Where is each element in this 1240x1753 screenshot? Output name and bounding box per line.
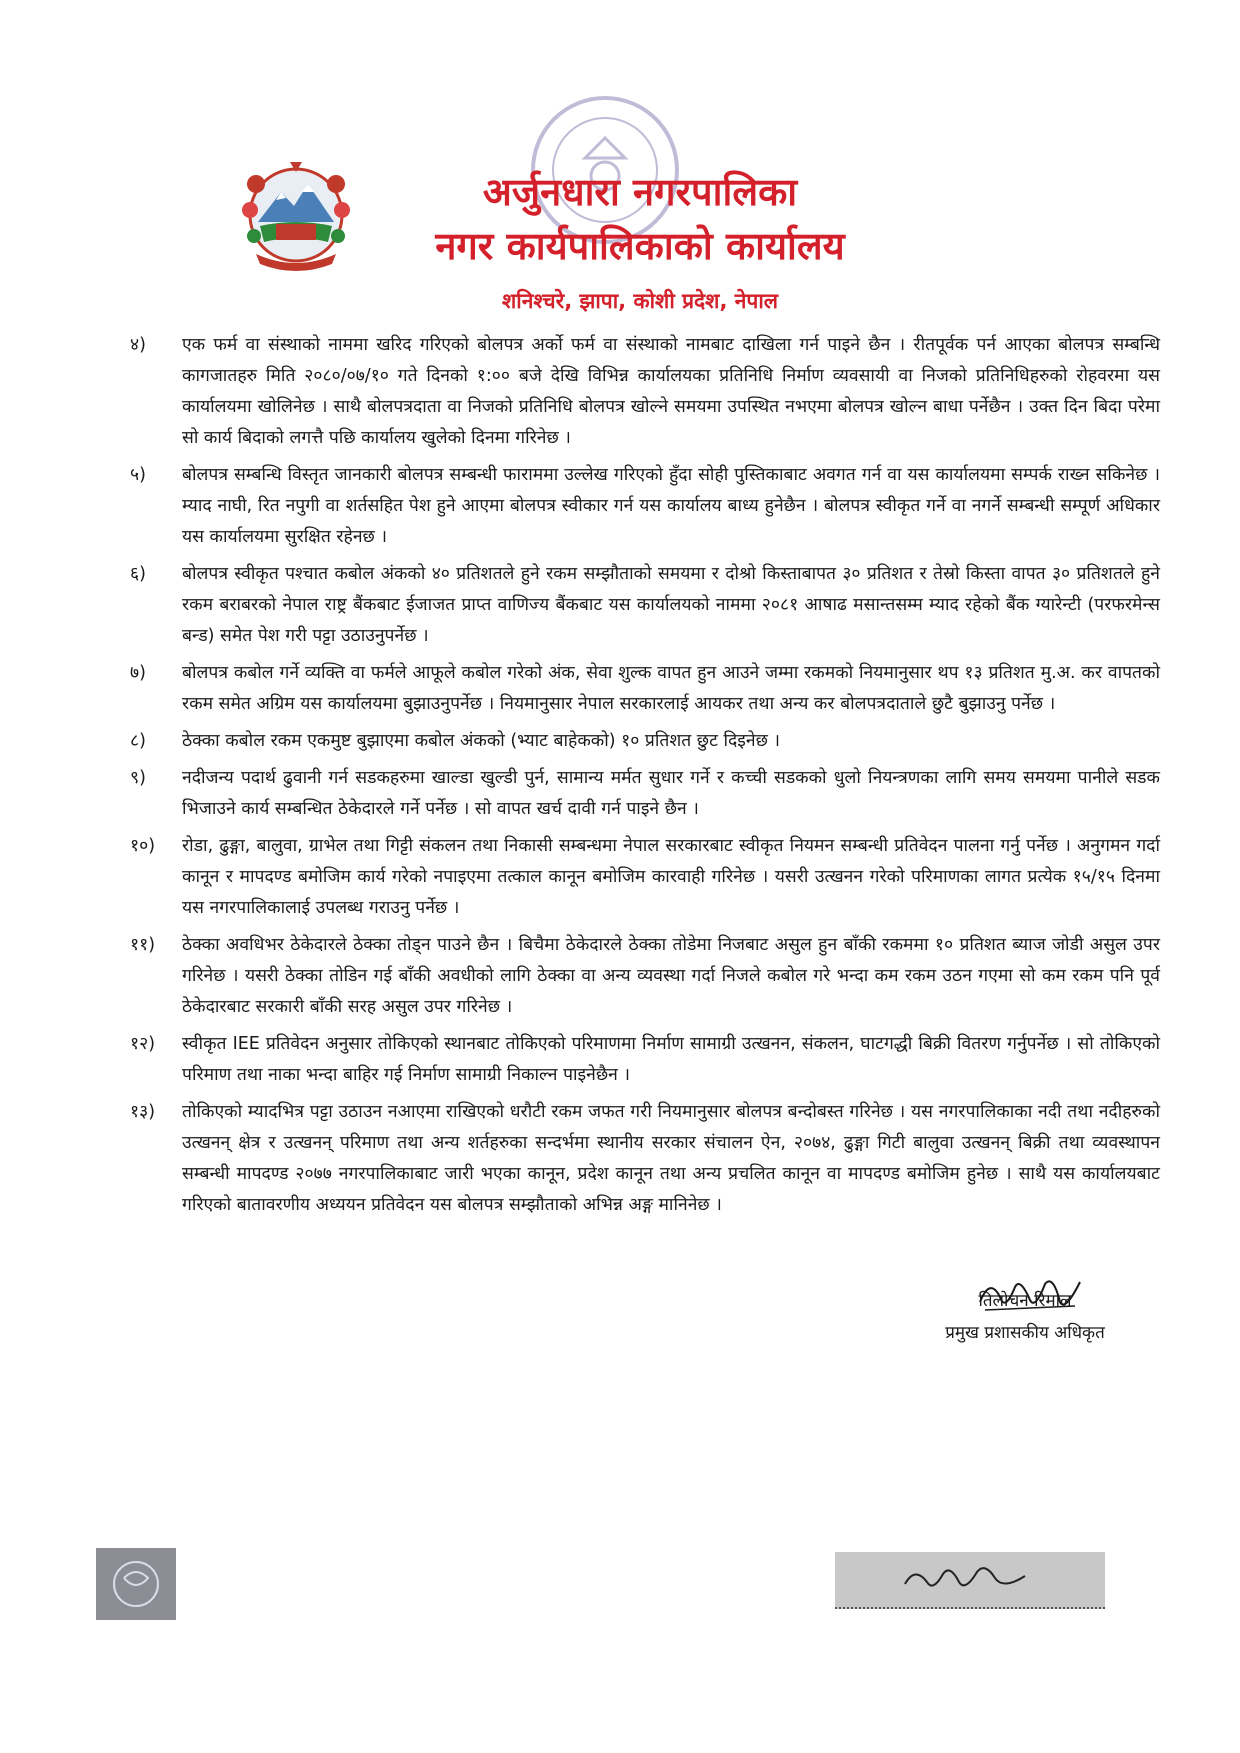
letterhead xyxy=(380,165,900,315)
clause-number: ८) xyxy=(130,731,146,751)
clause-text: बोलपत्र सम्बन्धि विस्तृत जानकारी बोलपत्र सम्बन्धी फाराममा उल्लेख गरिएको हुँदा सोही पुस्तिकाबाट अवगत गर्न वा यस कार्यालयमा सम्पर्क राख्न सकिनेछ । म्याद नाघी, रित नपुगी वा शर्तसहित पेश हुने आएमा बोलपत्र स्वीकार गर्न यस कार्यालय बाध्य हुनेछैन । बोलपत्र स्वीकृत गर्ने वा नगर्ने सम्बन्धी सम्पूर्ण अधिकार यस कार्यालयमा सुरक्षित रहेनछ । xyxy=(182,465,1160,547)
clause-item xyxy=(130,930,1160,1023)
clause-item xyxy=(130,1097,1160,1221)
clause-item xyxy=(130,559,1160,652)
clause-number: ११) xyxy=(130,935,156,955)
signatory-designation: प्रमुख प्रशासकीय अधिकृत xyxy=(945,1323,1105,1343)
clause-number: १३) xyxy=(130,1102,156,1122)
clause-item xyxy=(130,763,1160,825)
clause-item xyxy=(130,658,1160,720)
office-address: शनिश्चरे, झापा, कोशी प्रदेश, नेपाल xyxy=(501,289,778,313)
clause-item xyxy=(130,726,1160,757)
clause-number: ६) xyxy=(130,564,146,584)
clause-text: एक फर्म वा संस्थाको नाममा खरिद गरिएको बोलपत्र अर्को फर्म वा संस्थाको नामबाट दाखिला गर्न पाइने छैन । रीतपूर्वक पर्न आएका बोलपत्र सम्बन्धि कागजातहरु मिति २०८०/०७/१० गते दिनको १:०० बजे देखि विभिन्न कार्यालयका प्रतिनिधि निर्माण व्यवसायी वा निजको प्रतिनिधिहरुको रोहवरमा यस कार्यालयमा खोलिनेछ । साथै बोलपत्रदाता वा निजको प्रतिनिधि बोलपत्र खोल्ने समयमा उपस्थित नभएमा बोलपत्र खोल्न बाधा पर्नेछैन । उक्त दिन बिदा परेमा सो कार्य बिदाको लगत्तै पछि कार्यालय खुलेको दिनमा गरिनेछ । xyxy=(182,335,1160,448)
clause-number: १२) xyxy=(130,1034,156,1054)
clause-item xyxy=(130,831,1160,924)
clause-text: बोलपत्र कबोल गर्ने व्यक्ति वा फर्मले आफूले कबोल गरेको अंक, सेवा शुल्क वापत हुन आउने जम्मा रकमको नियमानुसार थप १३ प्रतिशत मु.अ. कर वापतको रकम समेत अग्रिम यस कार्यालयमा बुझाउनुपर्नेछ । नियमानुसार नेपाल सरकारलाई आयकर तथा अन्य कर बोलपत्रदाताले छुटै बुझाउनु पर्नेछ । xyxy=(182,663,1160,714)
clause-number: ५) xyxy=(130,465,146,485)
clause-number: १०) xyxy=(130,836,156,856)
clause-item xyxy=(130,330,1160,454)
organization-name: अर्जुनधारा नगरपालिका xyxy=(482,170,798,214)
clause-item xyxy=(130,460,1160,553)
office-name: नगर कार्यपालिकाको कार्यालय xyxy=(435,224,845,268)
signatory-name: तिलोचन रिमाल xyxy=(978,1291,1072,1311)
clause-list xyxy=(130,330,1160,1227)
clause-text: स्वीकृत IEE प्रतिवेदन अनुसार तोकिएको स्थानबाट तोकिएको परिमाणमा निर्माण सामाग्री उत्खनन, संकलन, घाटगद्धी बिक्री वितरण गर्नुपर्नेछ । सो तोकिएको परिमाण तथा नाका भन्दा बाहिर गई निर्माण सामाग्री निकाल्न पाइनेछैन । xyxy=(182,1034,1160,1085)
clause-text: ठेक्का अवधिभर ठेकेदारले ठेक्का तोड्न पाउने छैन । बिचैमा ठेकेदारले ठेक्का तोडेमा निजबाट असुल हुन बाँकी रकममा १० प्रतिशत ब्याज जोडी असुल उपर गरिनेछ । यसरी ठेक्का तोडिन गई बाँकी अवधीको लागि ठेक्का वा अन्य व्यवस्था गर्दा निजले कबोल गरे भन्दा कम रकम उठन गएमा सो कम रकम पनि पूर्व ठेकेदारबाट सरकारी बाँकी सरह असुल उपर गरिनेछ । xyxy=(182,935,1160,1017)
initial-signature-box xyxy=(835,1552,1105,1609)
clause-text: तोकिएको म्यादभित्र पट्टा उठाउन नआएमा राखिएको धरौटी रकम जफत गरी नियमानुसार बोलपत्र बन्दोबस्त गरिनेछ । यस नगरपालिकाका नदी तथा नदीहरुको उत्खनन् क्षेत्र र उत्खनन् परिमाण तथा अन्य शर्तहरुका सन्दर्भमा स्थानीय सरकार संचालन ऐन, २०७४, ढुङ्गा गिटी बालुवा उत्खनन् बिक्री तथा व्यवस्थापन सम्बन्धी मापदण्ड २०७७ नगरपालिकाबाट जारी भएका कानून, प्रदेश कानून तथा अन्य प्रचलित कानून वा मापदण्ड बमोजिम हुनेछ । साथै यस कार्यालयबाट गरिएको बातावरणीय अध्ययन प्रतिवेदन यस बोलपत्र सम्झौताको अभिन्न अङ्ग मानिनेछ । xyxy=(182,1102,1160,1215)
clause-text: रोडा, ढुङ्गा, बालुवा, ग्राभेल तथा गिट्टी संकलन तथा निकासी सम्बन्धमा नेपाल सरकारबाट स्वीकृत नियमन सम्बन्धी प्रतिवेदन पालना गर्नु पर्नेछ । अनुगमन गर्दा कानून र मापदण्ड बमोजिम कार्य गरेको नपाइएमा तत्काल कानून बमोजिम कारवाही गरिनेछ । यसरी उत्खनन गरेको परिमाणका लागत प्रत्येक १५/१५ दिनमा यस नगरपालिकालाई उपलब्ध गराउनु पर्नेछ । xyxy=(182,836,1160,918)
clause-text: ठेक्का कबोल रकम एकमुष्ट बुझाएमा कबोल अंकको (भ्याट बाहेकको) १० प्रतिशत छुट दिइनेछ । xyxy=(182,731,781,751)
signature-block xyxy=(900,1285,1150,1349)
clause-text: बोलपत्र स्वीकृत पश्चात कबोल अंकको ४० प्रतिशतले हुने रकम सम्झौताको समयमा र दोश्रो किस्ताबापत ३० प्रतिशत र तेस्रो किस्ता वापत ३० प्रतिशतले हुने रकम बराबरको नेपाल राष्ट्र बैंकबाट ईजाजत प्राप्त वाणिज्य बैंकबाट यस कार्यालयको नाममा २०८१ आषाढ मसान्तसम्म म्याद रहेको बैंक ग्यारेन्टी (परफरमेन्स बन्ड) समेत पेश गरी पट्टा उठाउनुपर्नेछ । xyxy=(182,564,1160,646)
clause-number: ४) xyxy=(130,335,146,355)
clause-item xyxy=(130,1029,1160,1091)
clause-number: ७) xyxy=(130,663,146,683)
clause-text: नदीजन्य पदार्थ ढुवानी गर्न सडकहरुमा खाल्डा खुल्डी पुर्न, सामान्य मर्मत सुधार गर्ने र कच्ची सडकको धुलो नियन्त्रणका लागि समय समयमा पानीले सडक भिजाउने कार्य सम्बन्धित ठेकेदारले गर्ने पर्नेछ । सो वापत खर्च दावी गर्न पाइने छैन । xyxy=(182,768,1160,819)
clause-number: ९) xyxy=(130,768,146,788)
government-emblem-icon xyxy=(236,160,356,275)
initial-stamp-icon xyxy=(96,1548,176,1620)
